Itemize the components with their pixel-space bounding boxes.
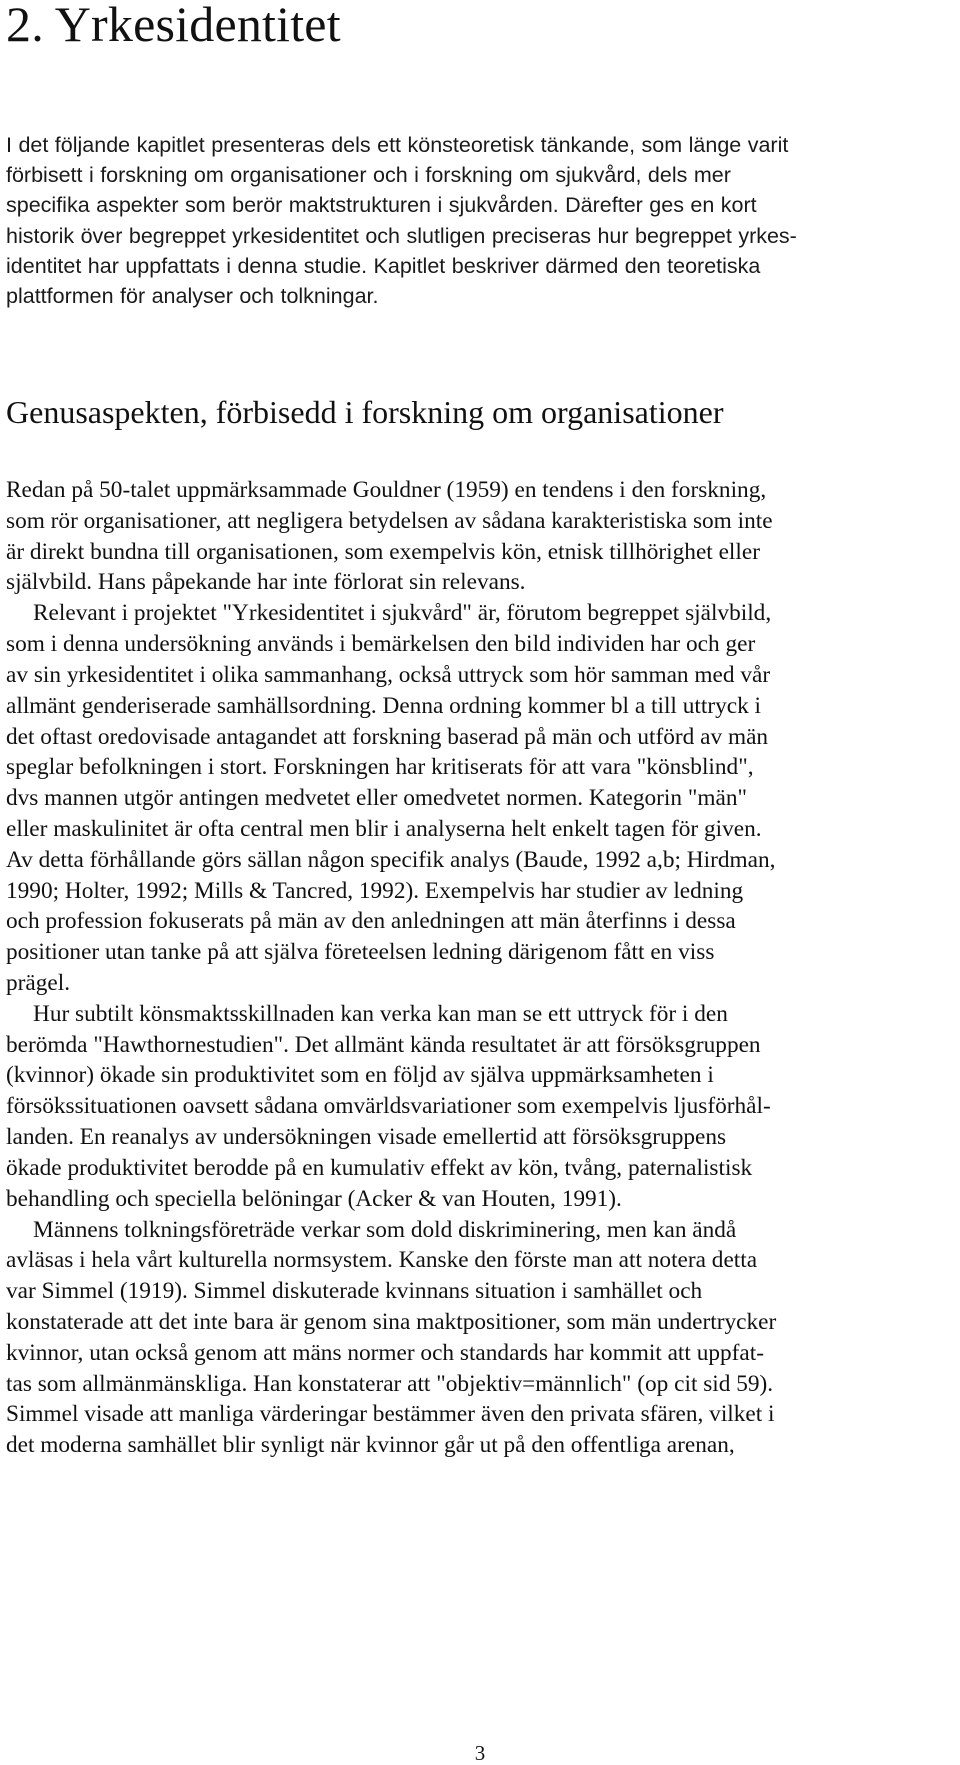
section-body: [6, 475, 956, 1461]
chapter-intro-paragraph: I det följande kapitlet presenteras dels ett könsteoretisk tänkande, som länge varit förbisett i forskning om organisationer och i forskning om sjukvård, dels mer specifika aspekter som berör maktstrukturen i sjukvården. Därefter ges en kort historik över begreppet yrkesidentitet och slutligen preciseras hur begreppet yrkes- identitet har uppfattats i denna studie. Kapitlet beskriver därmed den teoretiska plattformen för analyser och tolkningar.: [6, 133, 797, 309]
page-number: 3: [474, 1741, 486, 1765]
chapter-title: 2. Yrkesidentitet: [6, 0, 341, 52]
body-paragraph-2: Relevant i projektet "Yrkesidentitet i sjukvård" är, förutom begreppet självbild, som i denna undersökning används i bemärkelsen den bild individen har och ger av sin yrkesidentitet i olika sammanhang, också uttryck som hör samman med vår allmänt genderiserade samhällsordning. Denna ordning kommer bl a till uttryck i det oftast oredovisade antagandet att forskning baserad på män och utförd av män speglar befolkningen i stort. Forskningen har kritiserats för att vara "könsblind", dvs mannen utgör antingen medvetet eller omedvetet normen. Kategorin "män" eller maskulinitet är ofta central men blir i analyserna helt enkelt tagen för given. Av detta förhållande görs sällan någon specifik analys (Baude, 1992 a,b; Hirdman, 1990; Holter, 1992; Mills & Tancred, 1992). Exempelvis har studier av ledning och profession fokuserats på män av den anledningen att män återfinns i dessa positioner utan tanke på att själva företeelsen ledning därigenom fått en viss prägel.: [6, 600, 776, 996]
body-paragraph-4: Männens tolkningsföreträde verkar som dold diskriminering, men kan ändå avläsas i hela vårt kulturella normsystem. Kanske den förste man att notera detta var Simmel (1919). Simmel diskuterade kvinnans situation i samhället och konstaterade att det inte bara är genom sina maktpositioner, som män undertrycker kvinnor, utan också genom att mäns normer och standards har kommit att uppfat- tas som allmänmänskliga. Han konstaterar att "objektiv=männlich" (op cit sid 59). Simmel visade att manliga värderingar bestämmer även den privata sfären, vilket i det moderna samhället blir synligt när kvinnor går ut på den offentliga arenan,: [6, 1216, 777, 1459]
body-paragraph-3: Hur subtilt könsmaktsskillnaden kan verka kan man se ett uttryck för i den berömda "Hawthornestudien". Det allmänt kända resultatet är att försöksgruppen (kvinnor) ökade sin produktivitet som en följd av själva uppmärksamheten i försökssituationen oavsett sådana omvärldsvariationer som exempelvis ljusförhål- landen. En reanalys av undersökningen visade emellertid att försöksgruppens ökade produktivitet berodde på en kumulativ effekt av kön, tvång, paternalistisk behandling och speciella belöningar (Acker & van Houten, 1991).: [6, 1000, 771, 1212]
section-heading: Genusaspekten, förbisedd i forskning om organisationer: [6, 394, 724, 430]
body-paragraph-1: Redan på 50-talet uppmärksammade Gouldner (1959) en tendens i den forskning, som rör organisationer, att negligera betydelsen av sådana karakteristiska som inte är direkt bundna till organisationen, som exempelvis kön, etnisk tillhörighet eller självbild. Hans påpekande har inte förlorat sin relevans.: [6, 477, 773, 596]
